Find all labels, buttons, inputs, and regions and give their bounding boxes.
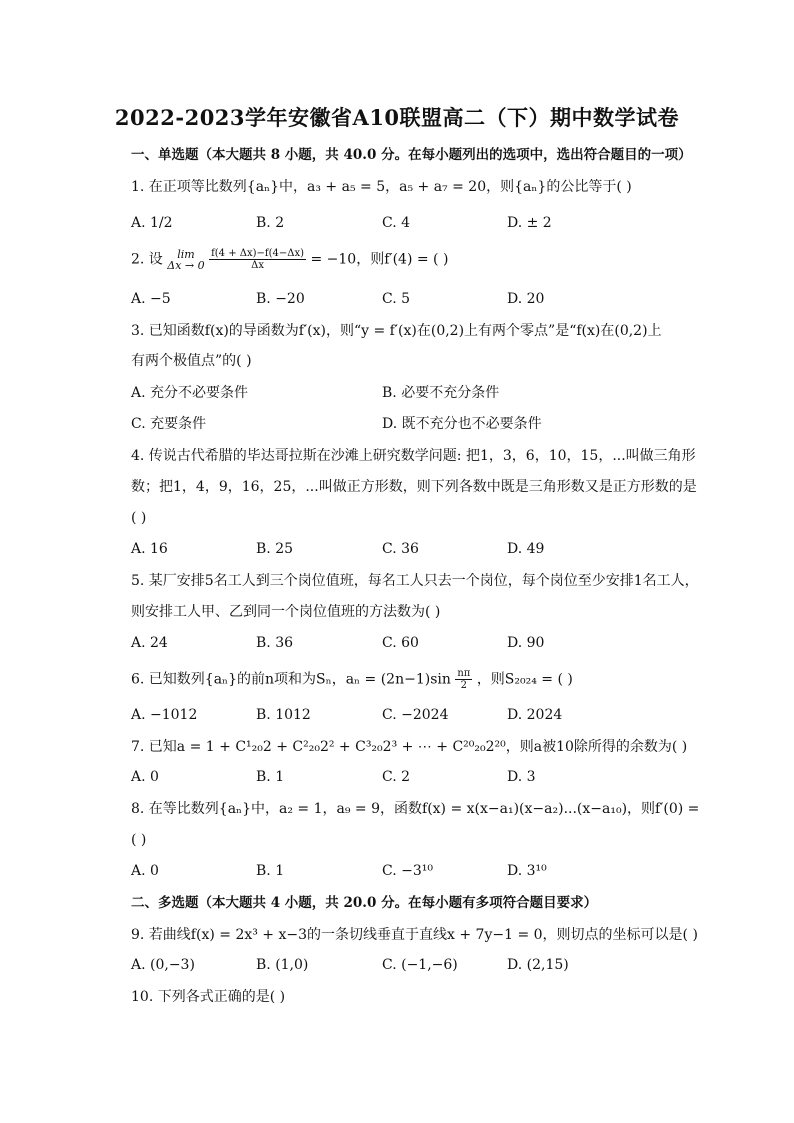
question-2-suffix: = −10，则f′(4) = ( ) [310, 251, 449, 268]
question-5-option-c: C. 60 [382, 635, 419, 651]
question-6-option-d: D. 2024 [507, 707, 563, 723]
question-4-stem-line1: 4. 传说古代希腊的毕达哥拉斯在沙滩上研究数学问题: 把1，3，6，10，15，...叫做三角形 [131, 448, 696, 464]
question-2-stem [131, 248, 448, 271]
question-4-stem-line2: 数；把1，4，9，16，25，...叫做正方形数，则下列各数中既是三角形数又是正方形数的是 [131, 479, 697, 495]
question-2-option-c: C. 5 [382, 291, 411, 307]
question-4-option-b: B. 25 [256, 541, 294, 557]
question-1-option-d: D. ± 2 [507, 215, 552, 231]
question-10-stem: 10. 下列各式正确的是( ) [131, 989, 286, 1005]
question-7-stem: 7. 已知a = 1 + C¹₂₀2 + C²₂₀2² + C³₂₀2³ + ⋯ + C²⁰₂₀2²⁰，则a被10除所得的余数为( ) [131, 739, 688, 755]
question-4-option-a: A. 16 [131, 541, 168, 557]
question-8-option-c: C. −3¹⁰ [382, 863, 433, 879]
question-7-option-d: D. 3 [507, 769, 536, 785]
question-1-stem: 1. 在正项等比数列{aₙ}中，a₃ + a₅ = 5，a₅ + a₇ = 20，则{aₙ}的公比等于( ) [131, 179, 632, 195]
fraction-denominator: Δx [251, 260, 264, 271]
page-title: 2022-2023学年安徽省A10联盟高二（下）期中数学试卷 [114, 105, 680, 130]
question-3-option-d: D. 既不充分也不必要条件 [382, 416, 542, 432]
question-9-option-a: A. (0,−3) [131, 957, 195, 973]
question-1-option-c: C. 4 [382, 215, 411, 231]
fraction-numerator: nπ [457, 668, 471, 679]
question-3-option-c: C. 充要条件 [131, 416, 207, 432]
question-3-stem-line1: 3. 已知函数f(x)的导函数为f′(x)，则“y = f′(x)在(0,2)上有两个零点”是“f(x)在(0,2)上 [131, 323, 662, 339]
question-7-option-b: B. 1 [256, 769, 285, 785]
question-8-option-d: D. 3¹⁰ [507, 863, 547, 879]
question-6-prefix: 6. 已知数列{aₙ}的前n项和为Sₙ，aₙ = (2n−1)sin [131, 671, 451, 688]
question-7-option-a: A. 0 [131, 769, 159, 785]
question-7-option-c: C. 2 [382, 769, 411, 785]
question-5-stem-line2: 则安排工人甲、乙到同一个岗位值班的方法数为( ) [131, 604, 441, 620]
question-5-option-d: D. 90 [507, 635, 545, 651]
question-2-fraction [209, 248, 306, 271]
question-3-option-a: A. 充分不必要条件 [131, 385, 249, 401]
limit-approach: Δx → 0 [167, 258, 205, 272]
question-5-option-a: A. 24 [131, 635, 168, 651]
question-9-stem: 9. 若曲线f(x) = 2x³ + x−3的一条切线垂直于直线x + 7y−1 = 0，则切点的坐标可以是( ) [131, 927, 698, 943]
limit-label: lim [177, 247, 195, 261]
question-2-option-a: A. −5 [131, 291, 171, 307]
limit-notation [167, 249, 204, 271]
question-6-suffix: ，则S₂₀₂₄ = ( ) [476, 671, 573, 688]
fraction-denominator: 2 [460, 680, 468, 691]
question-4-option-d: D. 49 [507, 541, 545, 557]
question-6-fraction [455, 668, 472, 691]
question-1-option-a: A. 1/2 [131, 215, 173, 231]
section-heading-multiple-choice: 二、多选题（本大题共 4 小题，共 20.0 分。在每小题有多项符合题目要求） [131, 895, 598, 911]
question-2-prefix: 2. 设 [131, 251, 163, 268]
question-9-option-c: C. (−1,−6) [382, 957, 458, 973]
question-1-option-b: B. 2 [256, 215, 285, 231]
question-9-option-b: B. (1,0) [256, 957, 309, 973]
question-4-stem-line3: ( ) [131, 510, 147, 526]
question-6-option-a: A. −1012 [131, 707, 198, 723]
question-5-stem-line1: 5. 某厂安排5名工人到三个岗位值班，每名工人只去一个岗位，每个岗位至少安排1名工人， [131, 573, 699, 589]
question-8-stem-line2: ( ) [131, 832, 147, 848]
question-4-option-c: C. 36 [382, 541, 419, 557]
question-6-option-b: B. 1012 [256, 707, 311, 723]
question-8-stem-line1: 8. 在等比数列{aₙ}中，a₂ = 1，a₉ = 9，函数f(x) = x(x−a₁)(x−a₂)...(x−a₁₀)，则f′(0) = [131, 801, 700, 817]
question-2-option-b: B. −20 [256, 291, 305, 307]
question-6-option-c: C. −2024 [382, 707, 449, 723]
question-8-option-b: B. 1 [256, 863, 285, 879]
question-3-stem-line2: 有两个极值点”的( ) [131, 353, 252, 369]
section-heading-single-choice: 一、单选题（本大题共 8 小题，共 40.0 分。在每小题列出的选项中，选出符合题目的一项） [131, 147, 692, 163]
question-5-option-b: B. 36 [256, 635, 294, 651]
question-3-option-b: B. 必要不充分条件 [382, 385, 500, 401]
question-8-option-a: A. 0 [131, 863, 159, 879]
fraction-numerator: f(4 + Δx)−f(4−Δx) [211, 248, 305, 259]
question-6-stem [131, 668, 573, 691]
question-2-option-d: D. 20 [507, 291, 545, 307]
question-9-option-d: D. (2,15) [507, 957, 569, 973]
